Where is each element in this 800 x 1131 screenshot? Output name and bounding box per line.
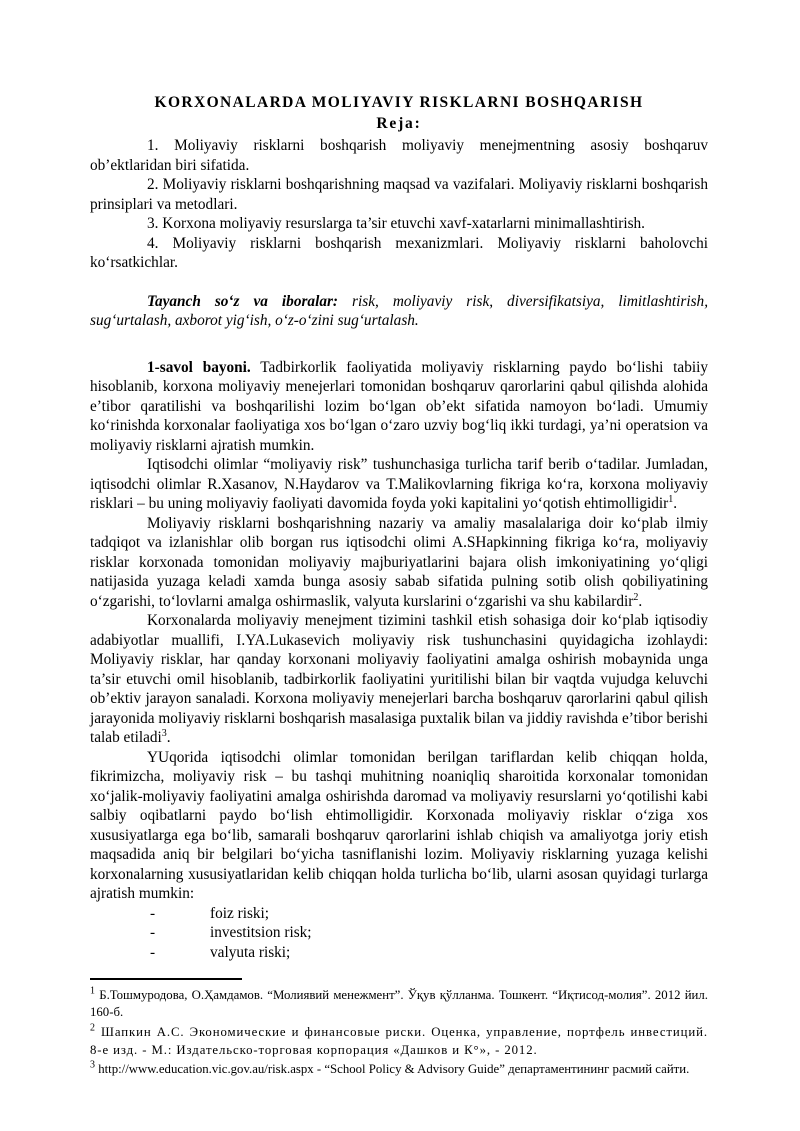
paragraph-tail: . [166,729,171,746]
footnote-3 [90,1061,708,1079]
footnote-number: 3 [90,1060,95,1071]
paragraph-text: Korxonalarda moliyaviy menejment tizimini tashkil etish sohasiga doir ko‘plab iqtisodiy adabiyotlar muallifi, I.YA.Lukasevich moliyaviy risk tushunchasini quyidagicha izohlaydi: Moliyaviy risklar, har qanday korxonani moliyaviy faoliyatini amalga oshirish mobaynida unga ta’sir etuvchi omil hisoblanib, tadbirkorlik faoliyatini yuritilishi bilan bir vaqtda vujudga keluvchi ob’ektiv jarayon sanaladi. Korxona moliyaviy menejerlari barcha boshqaruv qarorlarini qabul qilish jarayonida moliyaviy risklarni boshqarish masalasiga puxtalik bilan va jiddiy ravishda e’tibor berishi talab etiladi [90,612,708,746]
footnote-ref-3: 3 [161,727,167,739]
footnote-separator [90,978,242,980]
spacer [90,273,708,292]
footnote-number: 2 [90,1022,96,1034]
document-title: KORXONALARDA MOLIYAVIY RISKLARNI BOSHQARISH [154,94,644,111]
risk-list-item-1 [90,904,708,924]
paragraph-text: Moliyaviy risklarni boshqarishning nazariy va amaliy masalalariga doir ko‘plab ilmiy tadqiqot va izlanishlar olib borgan rus iqtisodchi olimi A.SHapkinning fikriga ko‘ra, moliyaviy risklar korxonada tomonidan moliyaviy majburiyatlarini bajara olish imkoniyatining yo‘qligi natijasida yuzaga keladi xamda bunga asosiy sabab sifatida pulning sotib olish qobiliyatining o‘zgarishi, to‘lovlarni amalga oshirmaslik, valyuta kurslarini o‘zgarishi va shu kabilardir [90,514,708,610]
list-item-text: foiz riski; [210,904,270,922]
plan-item-4: 4. Moliyaviy risklarni boshqarish mexanizmlari. Moliyaviy risklarni baholovchi ko‘rsatkichlar. [90,234,708,271]
footnote-text: http://www.education.vic.gov.au/risk.aspx - “School Policy & Advisory Guide” департаментининг расмий сайти. [98,1062,690,1077]
footnote-1 [90,987,708,1022]
list-item-text: investitsion risk; [210,924,312,942]
risk-list-item-3 [90,943,708,963]
plan-item-2: 2. Moliyaviy risklarni boshqarishning maqsad va vazifalari. Moliyaviy risklarni boshqarish prinsiplari va metodlari. [90,176,708,213]
keywords-lead: Tayanch so‘z va iboralar: [147,292,339,310]
risk-list-item-2 [90,923,708,943]
plan-item-3: 3. Korxona moliyaviy resurslarga ta’sir etuvchi xavf-xatarlarni minimallashtirish. [147,215,646,232]
keywords-text: risk, moliyaviy risk, diversifikatsiya, limitlashtirish, sug‘urtalash, axborot yig‘ish, o‘z-o‘zini sug‘urtalash. [90,292,709,329]
spacer [90,331,708,358]
footnote-text: Б.Тошмуродова, О.Ҳамдамов. “Молиявий менежмент”. Ўқув қўлланма. Тошкент. “Иқтисод-молия”. 2012 йил. 160-б. [90,987,708,1020]
paragraph-tail: . [673,495,678,512]
paragraph-question-1 [90,358,708,456]
footnote-ref-1: 1 [668,493,674,505]
dash-bullet: - [150,904,156,922]
footnotes-section [90,978,708,1079]
footnote-number: 1 [90,985,95,997]
paragraph-definition-2 [90,514,708,612]
paragraph-tail: . [638,592,643,610]
footnote-text: Шапкин А.С. Экономические и финансовые риски. Оценка, управление, портфель инвестиций. 8-е изд. - М.: Издательско-торговая корпорация «Дашков и К°», - 2012. [90,1025,708,1057]
paragraph-text: Tadbirkorlik faoliyatida moliyaviy risklarning paydo bo‘lishi tabiiy hisoblanib, korxona moliyaviy menejerlari tomonidan boshqaruv qarorlarini qabul qilishda alohida e’tibor qaratilishi va boshqarilishi lozim bo‘lgan ob’ekt sifatida namoyon bo‘ladi. Umumiy ko‘rinishda korxonalar faoliyatiga xos bo‘lgan o‘zaro uzviy bog‘liq ikki turdagi, ya’ni operatsion va moliyaviy risklarni ajratish mumkin. [90,358,708,454]
list-item-text: valyuta riski; [210,944,291,962]
dash-bullet: - [150,924,156,942]
paragraph-definition-1 [90,455,708,514]
paragraph-lead: 1-savol bayoni. [147,358,251,376]
paragraph-definition-3 [90,611,708,748]
paragraph-text: Iqtisodchi olimlar “moliyaviy risk” tushunchasiga turlicha tarif berib o‘tadilar. Jumladan, iqtisodchi olimlar R.Xasanov, N.Haydarov va T.Malikovlarning fikriga ko‘ra, korxona moliyaviy risklari – bu uning moliyaviy faoliyati davomida foyda yoki kapitalini yo‘qotish ehtimolligidir [90,456,708,512]
paragraph-text: YUqorida iqtisodchi olimlar tomonidan berilgan tariflardan kelib chiqqan holda, fikrimizcha, moliyaviy risk – bu tashqi muhitning noaniqliq sharoitida korxonalar tomonidan xo‘jalik-moliyaviy faoliyatini amalga oshirishda daromad va moliyaviy resurslarni yo‘qotilishi kabi salbiy oqibatlarni paydo bo‘lish ehtimolligidir. Korxonada moliyaviy risklar o‘ziga xos xususiyatlarga ega bo‘lib, samarali boshqaruv qarorlarini ishlab chiqish va amaliyotga joriy etish maqsadida aniq bir belgilari bo‘yicha tasniflanishi lozim. Moliyaviy risklarning yuzaga kelishi korxonalarning xususiyatlaridan kelib chiqqan holda turlicha bo‘lib, ularni asosan quyidagi turlarga ajratish mumkin: [90,748,708,902]
paragraph-conclusion [90,748,708,904]
plan-item-1: 1. Moliyaviy risklarni boshqarish moliyaviy menejmentning asosiy boshqaruv ob’ektlaridan biri sifatida. [90,137,708,174]
plan-heading: Reja: [376,115,422,132]
keywords-paragraph [90,292,708,331]
dash-bullet: - [150,944,156,962]
footnote-ref-2: 2 [633,591,639,603]
footnote-2 [90,1024,708,1059]
